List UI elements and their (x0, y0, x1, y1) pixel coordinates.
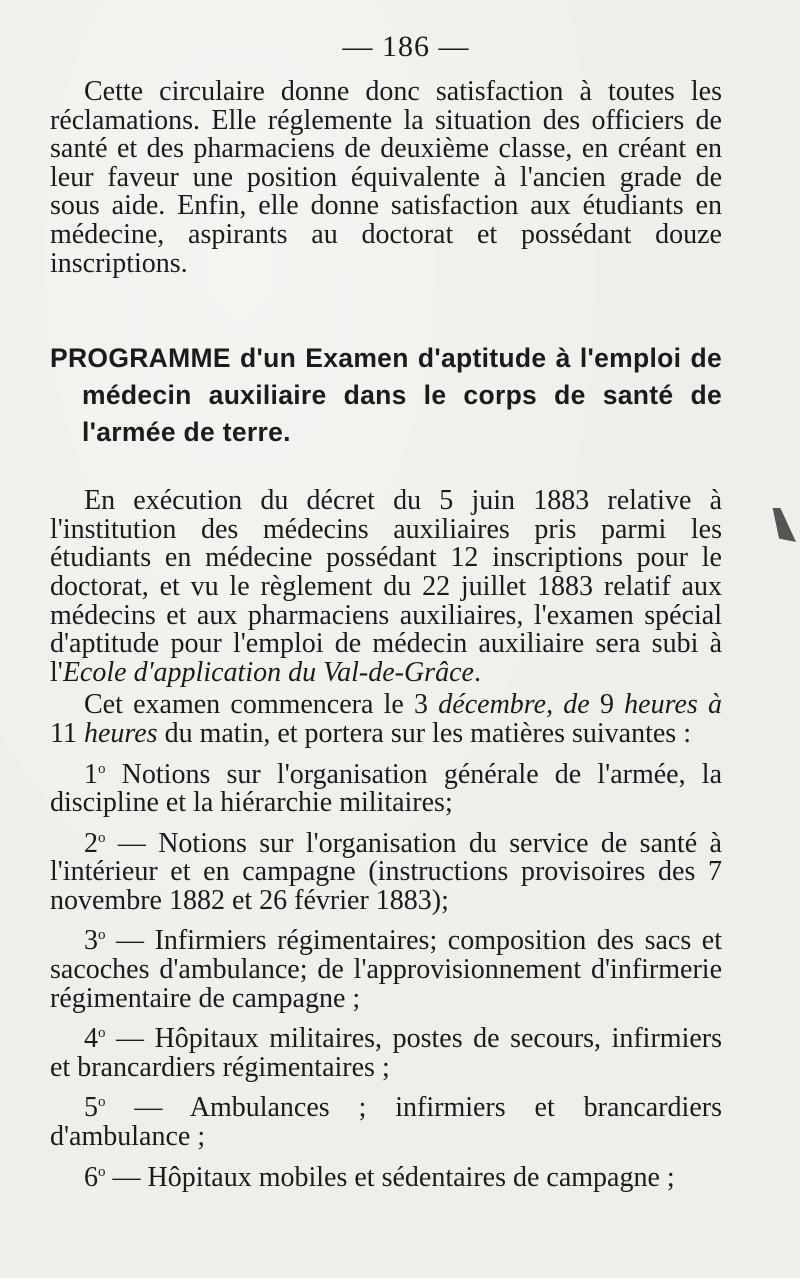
item-text: — Hôpitaux mobiles et sédentaires de campagne ; (105, 1161, 675, 1193)
degree-mark: o (98, 1094, 106, 1111)
margin-ink-mark (770, 508, 796, 542)
item-text: Notions sur l'organisation générale de l'armée, la discipline et la hiérarchie militaires; (50, 758, 722, 819)
heading-rest: d'un Examen d'aptitude à l'emploi de médecin auxiliaire dans le corps de santé de l'armée de terre. (82, 343, 722, 448)
decree-paragraph (50, 487, 722, 687)
item-text: — Infirmiers régimentaires; composition des sacs et sacoches d'ambulance; de l'approvisionnement d'infirmerie régimentaire de campagne ; (50, 925, 722, 1014)
school-name: Ecole d'application du Val-de-Grâce (62, 656, 474, 688)
exam-hour-end: 11 (50, 717, 84, 749)
item-number: 6 (84, 1161, 98, 1193)
degree-mark: o (98, 760, 106, 777)
decree-text: En exécution du décret du 5 juin 1883 relative à l'institution des médecins auxiliaires pris parmi les étudiants en médecine possédant 12 inscriptions pour le doctorat, et vu le règlement du 22 juillet 1883 relatif aux médecins et aux pharmaciens auxiliaires, l'examen spécial d'aptitude pour l'emploi de médecin auxiliaire sera subi à l' (50, 485, 722, 688)
exam-hours-word-1: heures (624, 689, 698, 721)
item-text: — Ambulances ; infirmiers et brancardiers d'ambulance ; (50, 1092, 722, 1153)
item-number: 5 (84, 1092, 98, 1124)
degree-mark: o (98, 1163, 106, 1180)
degree-mark: o (98, 927, 106, 944)
item-number: 3 (84, 925, 98, 957)
decree-end: . (473, 656, 481, 688)
page-number: — 186 — (342, 30, 470, 63)
item-text: — Hôpitaux militaires, postes de secours, infirmiers et brancardiers régimentaires ; (50, 1023, 722, 1083)
section-heading (50, 340, 722, 451)
exam-date-month: décembre, de (438, 689, 590, 721)
list-item (50, 755, 722, 818)
exam-hours-word-2: heures (83, 717, 158, 749)
degree-mark: o (98, 1025, 106, 1042)
exam-text-end: du matin, et portera sur les matières suivantes : (157, 717, 691, 749)
exam-space (698, 689, 708, 720)
list-item (50, 1088, 722, 1151)
heading-lead: PROGRAMME (50, 343, 231, 374)
list-item (50, 921, 722, 1013)
item-text: — Notions sur l'organisation du service de santé à l'intérieur et en campagne (instructions provisoires des 7 novembre 1882 et 26 février 1883); (50, 827, 722, 916)
list-item (50, 1019, 722, 1082)
exam-paragraph (50, 691, 722, 748)
list-item (50, 1158, 722, 1193)
item-number: 1 (84, 758, 98, 790)
exam-text-a: Cet examen commencera le 3 (84, 689, 439, 721)
degree-mark: o (98, 829, 106, 846)
item-number: 4 (84, 1023, 98, 1055)
exam-hour-start: 9 (589, 689, 625, 721)
list-item (50, 824, 722, 916)
exam-a-word: à (708, 689, 723, 721)
intro-paragraph: Cette circulaire donne donc satisfaction à toutes les réclamations. Elle réglemente la situation des officiers de santé et des pharmaciens de deuxième classe, en créant en leur faveur une position équivalente à l'ancien grade de sous aide. Enfin, elle donne satisfaction aux étudiants en médecine, aspirants au doctorat et possédant douze inscriptions. (50, 76, 722, 279)
item-number: 2 (84, 827, 98, 859)
